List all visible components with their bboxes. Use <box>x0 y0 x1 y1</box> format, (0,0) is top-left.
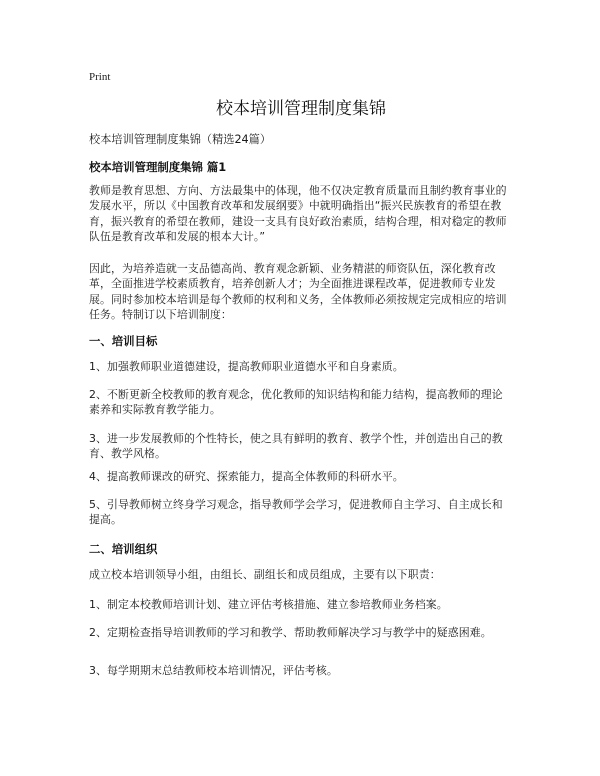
section-intro: 成立校本培训领导小组，由组长、副组长和成员组成，主要有以下职责： <box>89 568 441 581</box>
print-link[interactable]: Print <box>89 71 111 83</box>
list-item: 1、制定本校教师培训计划、建立评估考核措施、建立参培教师业务档案。 <box>89 598 448 611</box>
intro-paragraph: 教师是教育思想、方向、方法最集中的体现，他不仅决定教育质量而且制约教育事业的发展水平，所以《中国教育改革和发展纲要》中就明确指出“振兴民族教育的希望在教育，振兴教育的希望在教师，建设一支具有良好政治素质，结构合理，相对稳定的教师队伍是教育改革和发展的根本大计。” <box>89 184 507 243</box>
page-title: 校本培训管理制度集锦 <box>216 99 386 119</box>
intro-paragraph: 因此，为培养造就一支品德高尚、教育观念新颖、业务精湛的师资队伍，深化教育改革，全面推进学校素质教育，培养创新人才；为全面推进课程改革，促进教师专业发展。同时参加校本培训是每个教师的权利和义务，全体教师必须按规定完成相应的培训任务。特制订以下培训制度： <box>89 262 507 321</box>
article-heading: 校本培训管理制度集锦 篇1 <box>89 160 227 174</box>
list-item: 3、进一步发展教师的个性特长，使之具有鲜明的教育、教学个性，并创造出自己的教育、教学风格。 <box>89 432 503 461</box>
section-heading-goals: 一、培训目标 <box>89 334 158 348</box>
document-subtitle: 校本培训管理制度集锦（精选24篇） <box>89 133 272 146</box>
list-item: 5、引导教师树立终身学习观念，指导教师学会学习，促进教师自主学习、自主成长和提高。 <box>89 498 503 527</box>
list-item: 2、不断更新全校教师的教育观念，优化教师的知识结构和能力结构，提高教师的理论素养和实际教育教学能力。 <box>89 388 503 417</box>
list-item: 4、提高教师课改的研究、探索能力，提高全体教师的科研水平。 <box>89 470 404 483</box>
section-heading-organization: 二、培训组织 <box>89 542 158 556</box>
list-item: 3、每学期期末总结教师校本培训情况，评估考核。 <box>89 664 338 677</box>
list-item: 2、定期检查指导培训教师的学习和教学、帮助教师解决学习与教学中的疑惑困难。 <box>89 626 492 639</box>
list-item: 1、加强教师职业道德建设，提高教师职业道德水平和自身素质。 <box>89 360 404 373</box>
